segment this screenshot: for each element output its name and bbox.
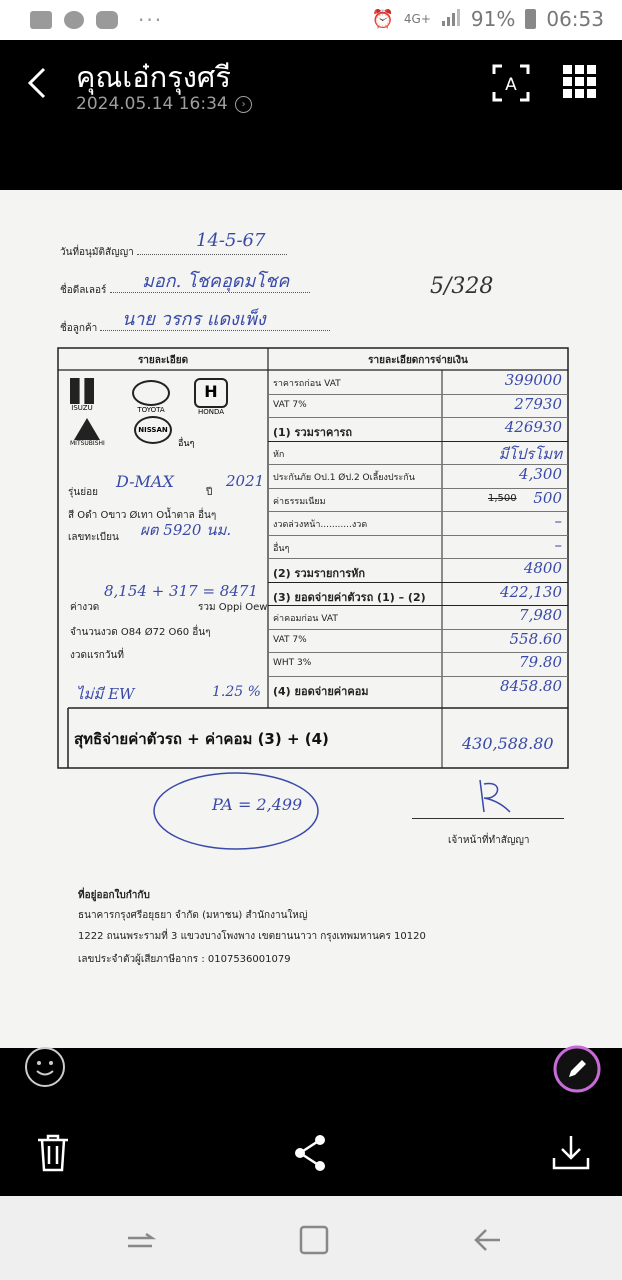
plate-label: เลขทะเบียน bbox=[68, 532, 119, 543]
share-button[interactable] bbox=[292, 1134, 328, 1172]
payment-row-label: ราคารถก่อน VAT bbox=[273, 379, 341, 389]
invoice-title: ที่อยู่ออกใบกำกับ bbox=[78, 890, 150, 901]
model-label: รุ่นย่อย bbox=[68, 487, 98, 498]
payment-row-value: – bbox=[554, 535, 562, 554]
payment-row-label: ประกันภัย Oป.1 Øป.2 Oเลี้ยงประกัน bbox=[273, 473, 415, 483]
payment-row-label: (3) ยอดจ่ายค่าตัวรถ (1) – (2) bbox=[273, 590, 426, 604]
battery-icon bbox=[525, 9, 536, 29]
back-button[interactable] bbox=[24, 65, 54, 101]
pencil-icon bbox=[552, 1044, 602, 1094]
invoice-line-3: เลขประจำตัวผู้เสียภาษีอากร : 0107536001079 bbox=[78, 954, 291, 965]
details-header: รายละเอียด bbox=[137, 355, 189, 366]
viewer-header bbox=[0, 40, 622, 190]
payment-row-value: 422,130 bbox=[499, 582, 562, 601]
payment-row-value: 558.60 bbox=[509, 629, 562, 648]
back-arrow-icon bbox=[472, 1226, 504, 1254]
plate-value: ผต 5920 นม. bbox=[140, 521, 232, 539]
more-notifications-icon: ··· bbox=[138, 8, 164, 32]
payment-row-struck-value: 1,500 bbox=[488, 492, 517, 504]
payment-row-value: มีโปรโมท bbox=[498, 444, 562, 463]
payment-row-value: 4800 bbox=[523, 559, 562, 577]
back-nav-button[interactable] bbox=[472, 1226, 504, 1254]
viewer-toolbar bbox=[0, 1048, 622, 1196]
gallery-notification-icon bbox=[30, 11, 52, 29]
payment-row-value: – bbox=[554, 512, 562, 530]
invoice-line-1: ธนาคารกรุงศรีอยุธยา จำกัด (มหาชน) สำนักงานใหญ่ bbox=[78, 910, 308, 921]
payment-row-value: 27930 bbox=[514, 394, 562, 413]
customer-value: นาย วรกร แดงเพ็ง bbox=[122, 309, 266, 330]
recents-button[interactable] bbox=[124, 1226, 156, 1254]
timestamp-text: 2024.05.14 16:34 bbox=[76, 94, 228, 114]
battery-percent: 91% bbox=[470, 7, 516, 31]
first-due-label: งวดแรกวันที่ bbox=[70, 650, 124, 661]
share-icon bbox=[292, 1134, 328, 1172]
net-total-label: สุทธิจ่ายค่าตัวรถ + ค่าคอม (3) + (4) bbox=[74, 730, 329, 748]
note-value: ไม่มี EW bbox=[76, 685, 135, 703]
youtube-notification-icon bbox=[96, 11, 118, 29]
approval-date-value: 14-5-67 bbox=[196, 230, 266, 251]
payment-row-label: งวดล่วงหน้า...........งวด bbox=[273, 520, 368, 530]
payment-row-label: VAT 7% bbox=[273, 634, 307, 645]
system-nav-bar bbox=[0, 1196, 622, 1280]
installment-value: 8,154 + 317 = 8471 bbox=[104, 582, 258, 600]
payment-row-value: 426930 bbox=[504, 418, 562, 436]
brand-toyota: TOYOTA bbox=[132, 380, 170, 414]
document-photo[interactable] bbox=[0, 190, 622, 1048]
payment-row-label: ค่าธรรมเนียม bbox=[273, 496, 326, 507]
scan-text-icon bbox=[492, 64, 530, 102]
payment-header: รายละเอียดการจ่ายเงิน bbox=[368, 355, 468, 366]
home-icon bbox=[298, 1224, 330, 1256]
payment-row-value: 500 bbox=[533, 488, 562, 507]
row-divider bbox=[268, 535, 568, 536]
payment-row-value: 7,980 bbox=[519, 606, 562, 624]
payment-row-value: 4,300 bbox=[519, 465, 562, 483]
status-bar bbox=[0, 0, 622, 40]
brand-options bbox=[66, 378, 266, 458]
delete-button[interactable] bbox=[36, 1134, 70, 1172]
color-label: สี Oดำ Oขาว Øเทา Oน้ำตาล อื่นๆ bbox=[68, 510, 217, 521]
svg-text:A: A bbox=[505, 75, 517, 95]
payment-row-label: VAT 7% bbox=[273, 399, 307, 410]
year-value: 2021 bbox=[226, 472, 265, 490]
brand-isuzu: ISUZU bbox=[70, 378, 94, 412]
payment-row-value: 79.80 bbox=[519, 653, 562, 671]
clock: 06:53 bbox=[546, 7, 604, 31]
payment-row-label: WHT 3% bbox=[273, 658, 312, 668]
installment-label: ค่างวด bbox=[70, 602, 100, 613]
payment-row-label: (1) รวมราคารถ bbox=[273, 426, 353, 439]
signature-mark bbox=[470, 778, 530, 818]
brand-mitsubishi: MITSUBISHI bbox=[70, 418, 105, 447]
brand-honda: H HONDA bbox=[194, 378, 228, 416]
officer-label: เจ้าหน้าที่ทำสัญญา bbox=[448, 835, 530, 846]
page-title: คุณเอ๋กรุงศรี bbox=[76, 60, 231, 94]
installment-tail: รวม Oppi Oew bbox=[198, 602, 268, 613]
grid-view-button[interactable] bbox=[562, 64, 600, 102]
payment-row-label: (4) ยอดจ่ายค่าคอม bbox=[273, 684, 369, 698]
payment-row-value: 399000 bbox=[504, 371, 562, 389]
chevron-right-icon: › bbox=[235, 96, 252, 113]
net-total-value: 430,588.80 bbox=[462, 734, 554, 753]
dealer-value: มอก. โชคอุดมโชค bbox=[142, 271, 290, 292]
payment-form bbox=[0, 190, 622, 1048]
model-value: D-MAX bbox=[116, 472, 174, 491]
pa-note: PA = 2,499 bbox=[212, 795, 303, 814]
payment-row-label: หัก bbox=[273, 449, 285, 460]
payment-row-value: 8458.80 bbox=[499, 676, 562, 695]
home-button[interactable] bbox=[298, 1224, 330, 1256]
rate-value: 1.25 % bbox=[212, 684, 261, 700]
row-divider bbox=[268, 488, 568, 489]
invoice-line-2: 1222 ถนนพระรามที่ 3 แขวงบางโพงพาง เขตยานนาวา กรุงเทพมหานคร 10120 bbox=[78, 931, 426, 942]
download-button[interactable] bbox=[552, 1134, 590, 1172]
brand-other: อื่นๆ bbox=[178, 439, 195, 449]
network-type: 4G+ bbox=[403, 12, 431, 26]
smiley-icon bbox=[24, 1046, 66, 1088]
extract-text-button[interactable] bbox=[492, 64, 530, 102]
recents-icon bbox=[124, 1226, 156, 1254]
year-label: ปี bbox=[206, 487, 213, 498]
payment-row-label: ค่าคอมก่อน VAT bbox=[273, 614, 338, 624]
terms-label: จำนวนงวด O84 Ø72 O60 อื่นๆ bbox=[70, 627, 211, 638]
alarm-icon: ⏰ bbox=[371, 8, 394, 30]
approval-date-label: วันที่อนุมัติสัญญา bbox=[60, 247, 134, 258]
payment-row-label: (2) รวมรายการหัก bbox=[273, 567, 366, 580]
chevron-left-icon bbox=[24, 65, 54, 101]
grid-icon bbox=[562, 64, 598, 100]
trash-icon bbox=[36, 1134, 70, 1172]
sticker-button[interactable] bbox=[24, 1046, 66, 1088]
edit-button[interactable] bbox=[552, 1044, 602, 1094]
brand-nissan: NISSAN bbox=[134, 416, 172, 444]
payment-row-label: อื่นๆ bbox=[273, 543, 290, 554]
dealer-label: ชื่อดีลเลอร์ bbox=[60, 285, 107, 296]
line-notification-icon bbox=[64, 11, 84, 29]
download-icon bbox=[552, 1134, 590, 1172]
customer-label: ชื่อลูกค้า bbox=[60, 323, 98, 334]
signature-line bbox=[412, 818, 564, 819]
signal-icon bbox=[441, 7, 461, 31]
timestamp[interactable] bbox=[76, 94, 252, 114]
reference-number: 5/328 bbox=[430, 274, 494, 299]
row-divider bbox=[268, 511, 568, 512]
